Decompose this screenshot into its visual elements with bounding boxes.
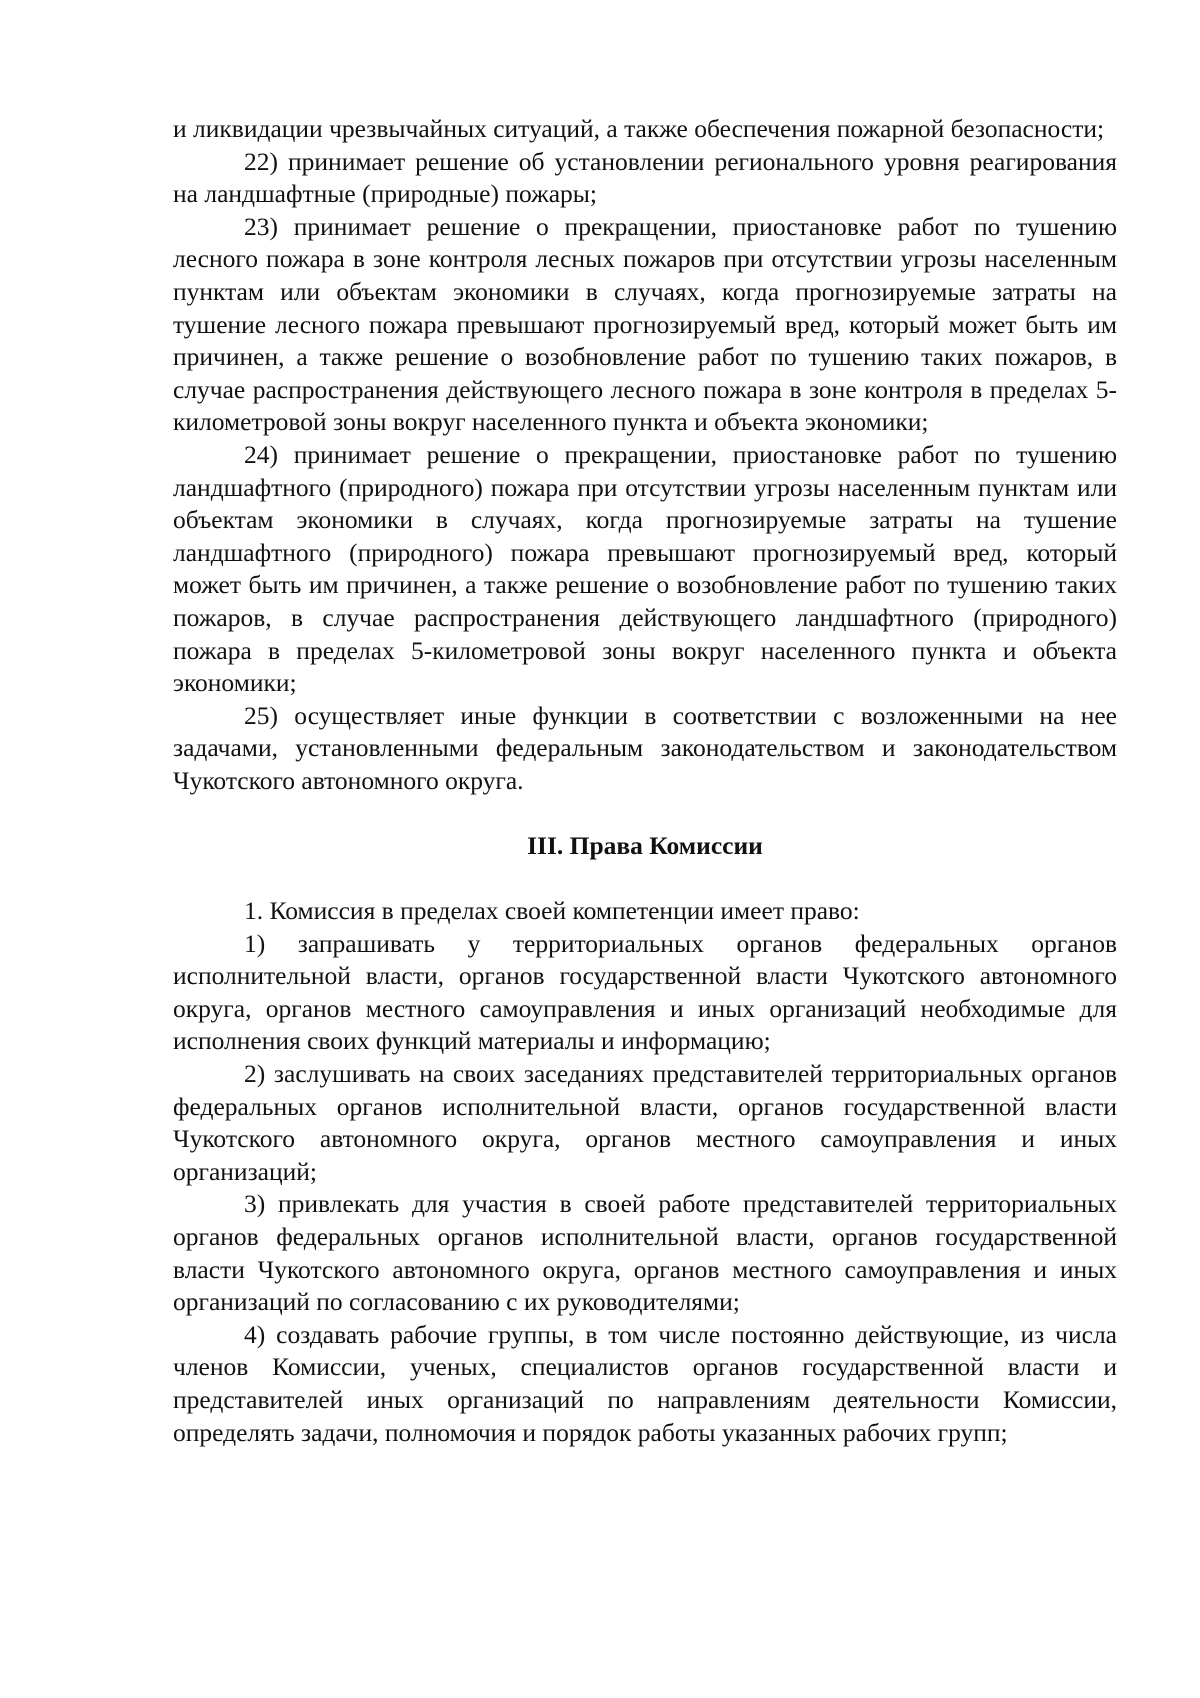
paragraph-item-22: 22) принимает решение об установлении регионального уровня реагирования на ландшафтные (природные) пожары;: [173, 146, 1117, 209]
paragraph-item-23: 23) принимает решение о прекращении, приостановке работ по тушению лесного пожара в зоне контроля лесных пожаров при отсутствии угрозы населенным пунктам или объектам экономики в случаях, когда прогнозируемые затраты на тушение лесного пожара превышают прогнозируемый вред, который может быть им причинен, а также решение о возобновление работ по тушению таких пожаров, в случае распространения действующего лесного пожара в зоне контроля в пределах 5-километровой зоны вокруг населенного пункта и объекта экономики;: [173, 211, 1117, 437]
paragraph-right-4: 4) создавать рабочие группы, в том числе постоянно действующие, из числа членов Комиссии, ученых, специалистов органов государственной власти и представителей иных организаций по направлениям деятельности Комиссии, определять задачи, полномочия и порядок работы указанных рабочих групп;: [173, 1319, 1117, 1447]
document-page: [173, 113, 1117, 1449]
paragraph-item-25: 25) осуществляет иные функции в соответствии с возложенными на нее задачами, установленными федеральным законодательством и законодательством Чукотского автономного округа.: [173, 700, 1117, 795]
paragraph-right-2: 2) заслушивать на своих заседаниях представителей территориальных органов федеральных органов исполнительной власти, органов государственной власти Чукотского автономного округа, органов местного самоуправления и иных организаций;: [173, 1059, 1117, 1186]
paragraph-right-1: 1) запрашивать у территориальных органов федеральных органов исполнительной власти, органов государственной власти Чукотского автономного округа, органов местного самоуправления и иных организаций необходимые для исполнения своих функций материалы и информацию;: [173, 928, 1117, 1056]
paragraph-right-3: 3) привлекать для участия в своей работе представителей территориальных органов федеральных органов исполнительной власти, органов государственной власти Чукотского автономного округа, органов местного самоуправления и иных организаций по согласованию с их руководителями;: [173, 1189, 1117, 1317]
paragraph-clause-1: 1. Комиссия в пределах своей компетенции имеет право:: [244, 896, 860, 926]
section-heading: III. Права Комиссии: [527, 831, 763, 861]
paragraph-item-24: 24) принимает решение о прекращении, приостановке работ по тушению ландшафтного (природного) пожара при отсутствии угрозы населенным пунктам или объектам экономики в случаях, когда прогнозируемые затраты на тушение ландшафтного (природного) пожара превышают прогнозируемый вред, который может быть им причинен, а также решение о возобновление работ по тушению таких пожаров, в случае распространения действующего ландшафтного (природного) пожара в пределах 5-километровой зоны вокруг населенного пункта и объекта экономики;: [173, 439, 1117, 698]
paragraph-item-21-tail: и ликвидации чрезвычайных ситуаций, а также обеспечения пожарной безопасности;: [173, 114, 1105, 143]
